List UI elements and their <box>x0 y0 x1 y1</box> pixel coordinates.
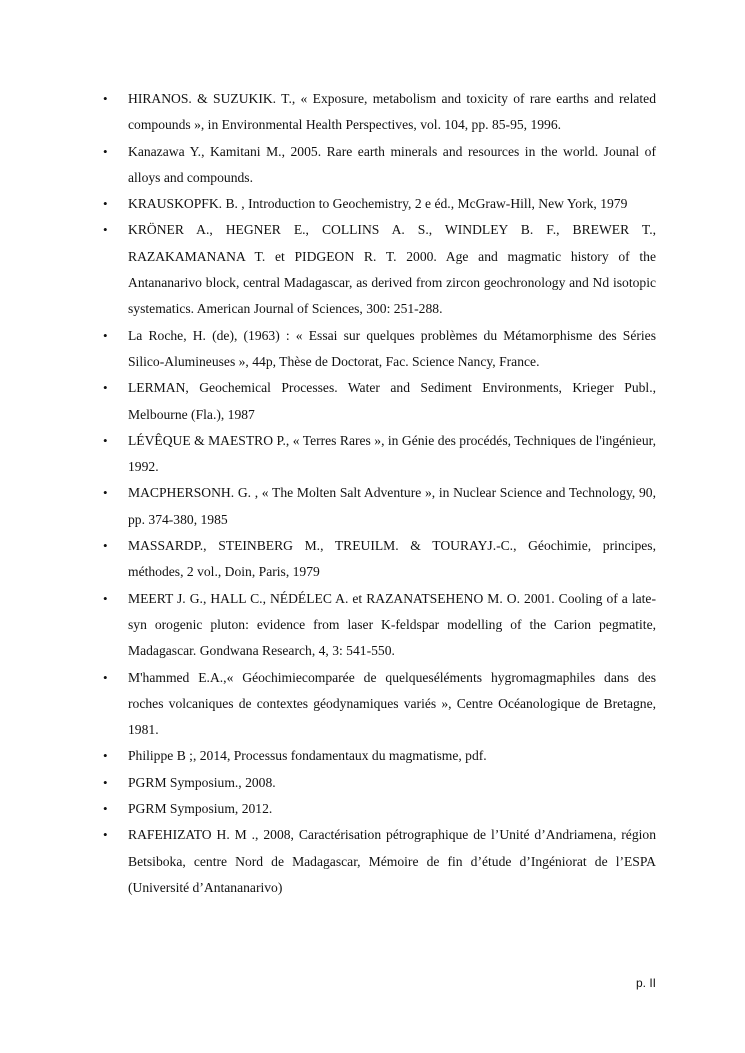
reference-text: MACPHERSONH. G. , « The Molten Salt Adventure », in Nuclear Science and Technology, 90, pp. 374-380, 1985 <box>128 485 656 527</box>
reference-item <box>103 822 656 901</box>
bullet-icon: • <box>103 801 108 817</box>
reference-text: PGRM Symposium, 2012. <box>128 801 273 817</box>
reference-item <box>103 375 656 428</box>
page-number: p. II <box>635 976 656 990</box>
reference-text: La Roche, H. (de), (1963) : « Essai sur quelques problèmes du Métamorphisme des Séries Silico-Alumineuses », 44p, Thèse de Doctorat, Fac. Science Nancy, France. <box>128 327 656 369</box>
bullet-icon: • <box>103 196 108 212</box>
reference-text: Philippe B ;, 2014, Processus fondamentaux du magmatisme, pdf. <box>128 748 487 764</box>
bullet-icon: • <box>103 538 108 554</box>
reference-text: LERMAN, Geochemical Processes. Water and Sediment Environments, Krieger Publ., Melbourne (Fla.), 1987 <box>128 380 656 422</box>
reference-text: LÉVÊQUE & MAESTRO P., « Terres Rares », in Génie des procédés, Techniques de l'ingénieur, 1992. <box>128 432 656 475</box>
bullet-icon: • <box>103 669 108 685</box>
reference-text: HIRANOS. & SUZUKIK. T., « Exposure, metabolism and toxicity of rare earths and related compounds », in Environmental Health Perspectives, vol. 104, pp. 85-95, 1996. <box>128 91 656 133</box>
bullet-icon: • <box>103 590 108 606</box>
reference-item <box>103 480 656 533</box>
reference-item <box>103 770 656 796</box>
reference-item <box>103 743 656 769</box>
reference-text: KRAUSKOPFK. B. , Introduction to Geochemistry, 2 e éd., McGraw-Hill, New York, 1979 <box>128 196 628 212</box>
bullet-icon: • <box>103 327 108 343</box>
reference-item <box>103 428 656 481</box>
reference-item <box>103 586 656 665</box>
bullet-icon: • <box>103 380 108 396</box>
reference-text: KRÖNER A., HEGNER E., COLLINS A. S., WINDLEY B. F., BREWER T., RAZAKAMANANA T. et PIDGEON R. T. 2000. Age and magmatic history of the Antananarivo block, central Madagascar, as derived from zircon geochronology and Nd isotopic systematics. American Journal of Sciences, 300: 251-288. <box>128 222 656 317</box>
reference-text: RAFEHIZATO H. M ., 2008, Caractérisation pétrographique de l’Unité d’Andriamena, région Betsiboka, centre Nord de Madagascar, Mémoire de fin d’étude d’Ingéniorat de l’ESPA (Université d’Antananarivo) <box>128 827 656 895</box>
reference-text: MASSARDP., STEINBERG M., TREUILM. & TOURAYJ.-C., Géochimie, principes, méthodes, 2 vol., Doin, Paris, 1979 <box>128 538 656 580</box>
reference-item <box>103 217 656 322</box>
reference-item <box>103 191 656 217</box>
reference-item <box>103 323 656 376</box>
reference-text: Kanazawa Y., Kamitani M., 2005. Rare earth minerals and resources in the world. Jounal of alloys and compounds. <box>128 143 656 185</box>
bullet-icon: • <box>103 827 108 843</box>
reference-item <box>103 796 656 822</box>
bullet-icon: • <box>103 222 108 238</box>
reference-item <box>103 533 656 586</box>
reference-text: PGRM Symposium., 2008. <box>128 774 276 790</box>
bullet-icon: • <box>103 485 108 501</box>
bullet-icon: • <box>103 748 108 764</box>
reference-text: MEERT J. G., HALL C., NÉDÉLEC A. et RAZANATSEHENO M. O. 2001. Cooling of a late-syn orogenic pluton: evidence from laser K-feldspar modelling of the Carion pegmatite, Madagascar. Gondwana Research, 4, 3: 541-550. <box>128 590 656 659</box>
bullet-icon: • <box>103 91 108 106</box>
bibliography-list <box>103 86 656 901</box>
reference-item <box>103 139 656 192</box>
reference-item <box>103 665 656 744</box>
bullet-icon: • <box>103 774 108 790</box>
bullet-icon: • <box>103 432 108 448</box>
reference-text: M'hammed E.A.,« Géochimiecomparée de quelqueséléments hygromagmaphiles dans des roches volcaniques de contextes géodynamiques variés », Centre Océanologique de Bretagne, 1981. <box>128 669 656 738</box>
reference-item <box>103 86 656 139</box>
bullet-icon: • <box>103 143 108 159</box>
